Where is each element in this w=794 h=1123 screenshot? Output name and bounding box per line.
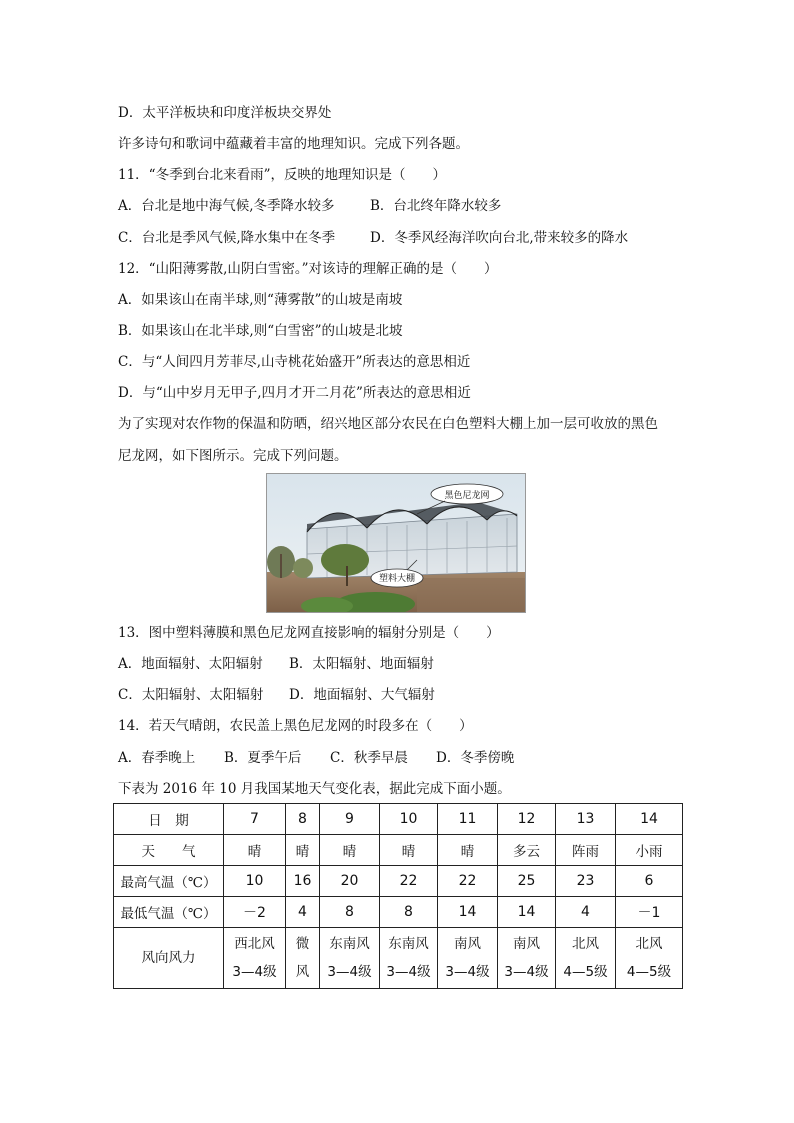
cell-low-temp: 4 bbox=[286, 897, 320, 928]
wind-force: 4—5级 bbox=[626, 964, 672, 980]
table-row-high-temp bbox=[114, 866, 683, 897]
cell-date: 13 bbox=[556, 804, 616, 835]
label-plastic-shed: 塑料大棚 bbox=[378, 574, 416, 584]
q13-options-ab bbox=[118, 654, 434, 674]
cell-low-temp: 8 bbox=[380, 897, 438, 928]
question-11: 11．“冬季到台北来看雨”，反映的地理知识是（ ） bbox=[118, 167, 446, 183]
cell-high-temp: 16 bbox=[286, 866, 320, 897]
cell-high-temp: 25 bbox=[498, 866, 556, 897]
cell-date: 9 bbox=[320, 804, 380, 835]
wind-direction: 东南风 bbox=[388, 936, 429, 952]
wind-force: 3—4级 bbox=[327, 964, 372, 980]
cell-low-temp: 4 bbox=[556, 897, 616, 928]
cell-date: 10 bbox=[380, 804, 438, 835]
question-13: 13．图中塑料薄膜和黑色尼龙网直接影响的辐射分别是（ ） bbox=[118, 625, 500, 641]
wind-force: 风 bbox=[295, 964, 310, 980]
cell-date: 11 bbox=[438, 804, 498, 835]
q11-option-d: D．冬季风经海洋吹向台北,带来较多的降水 bbox=[370, 230, 629, 246]
table-row-low-temp bbox=[114, 897, 683, 928]
greenhouse-photo bbox=[266, 473, 526, 613]
cell-wind bbox=[498, 928, 556, 989]
cell-wind bbox=[556, 928, 616, 989]
cell-wind bbox=[380, 928, 438, 989]
q11-options-cd bbox=[118, 228, 628, 248]
wind-direction: 微 bbox=[295, 936, 310, 952]
q13-option-d: D．地面辐射、大气辐射 bbox=[289, 687, 435, 703]
cell-weather: 晴 bbox=[286, 835, 320, 866]
cell-low-temp: 14 bbox=[498, 897, 556, 928]
wind-force: 3—4级 bbox=[504, 964, 549, 980]
cell-low-temp: －2 bbox=[224, 897, 286, 928]
cell-high-temp: 22 bbox=[438, 866, 498, 897]
wind-direction: 北风 bbox=[572, 936, 599, 952]
intro-weather-table: 下表为 2016 年 10 月我国某地天气变化表，据此完成下面小题。 bbox=[118, 781, 511, 797]
intro-greenhouse-2: 尼龙网，如下图所示。完成下列问题。 bbox=[118, 448, 348, 464]
q11-option-c: C．台北是季风气候,降水集中在冬季 bbox=[118, 230, 336, 246]
row-label-weather: 天 气 bbox=[114, 835, 224, 866]
q12-option-a: A．如果该山在南半球,则“薄雾散”的山坡是南坡 bbox=[118, 292, 403, 308]
cell-wind bbox=[616, 928, 683, 989]
row-label-high-temp: 最高气温（℃） bbox=[114, 866, 224, 897]
cell-wind bbox=[286, 928, 320, 989]
cell-date: 12 bbox=[498, 804, 556, 835]
cell-high-temp: 6 bbox=[616, 866, 683, 897]
cell-weather: 晴 bbox=[380, 835, 438, 866]
cell-high-temp: 23 bbox=[556, 866, 616, 897]
wind-direction: 北风 bbox=[635, 936, 663, 952]
wind-force: 3—4级 bbox=[232, 964, 277, 980]
cell-date: 8 bbox=[286, 804, 320, 835]
cell-weather: 晴 bbox=[224, 835, 286, 866]
table-row-wind bbox=[114, 928, 683, 989]
label-black-net: 黑色尼龙网 bbox=[444, 491, 490, 501]
cell-low-temp: 8 bbox=[320, 897, 380, 928]
cell-high-temp: 10 bbox=[224, 866, 286, 897]
q12-option-c: C．与“人间四月芳菲尽,山寺桃花始盛开”所表达的意思相近 bbox=[118, 354, 471, 370]
q14-option-d: D．冬季傍晚 bbox=[436, 750, 515, 766]
q12-option-b: B．如果该山在北半球,则“白雪密”的山坡是北坡 bbox=[118, 323, 403, 339]
cell-weather: 小雨 bbox=[616, 835, 683, 866]
cell-date: 7 bbox=[224, 804, 286, 835]
cell-high-temp: 20 bbox=[320, 866, 380, 897]
wind-direction: 西北风 bbox=[234, 936, 275, 952]
cell-weather: 多云 bbox=[498, 835, 556, 866]
q11-option-a: A．台北是地中海气候,冬季降水较多 bbox=[118, 198, 335, 214]
cell-high-temp: 22 bbox=[380, 866, 438, 897]
cell-weather: 晴 bbox=[438, 835, 498, 866]
wind-direction: 南风 bbox=[454, 936, 481, 952]
q11-options-ab bbox=[118, 196, 501, 216]
cell-wind bbox=[438, 928, 498, 989]
wind-direction: 东南风 bbox=[329, 936, 370, 952]
wind-force: 4—5级 bbox=[563, 964, 608, 980]
wind-direction: 南风 bbox=[513, 936, 540, 952]
wind-force: 3—4级 bbox=[386, 964, 431, 980]
row-label-wind: 风向风力 bbox=[114, 928, 224, 989]
table-row-weather bbox=[114, 835, 683, 866]
cell-low-temp: －1 bbox=[616, 897, 683, 928]
cell-weather: 晴 bbox=[320, 835, 380, 866]
table-row-date bbox=[114, 804, 683, 835]
intro-poems: 许多诗句和歌词中蕴藏着丰富的地理知识。完成下列各题。 bbox=[118, 136, 469, 152]
q14-option-b: B．夏季午后 bbox=[224, 750, 302, 766]
q13-option-b: B．太阳辐射、地面辐射 bbox=[289, 656, 434, 672]
q12-option-d: D．与“山中岁月无甲子,四月才开二月花”所表达的意思相近 bbox=[118, 385, 471, 401]
weather-table bbox=[113, 803, 683, 989]
q14-option-a: A．春季晚上 bbox=[118, 750, 196, 766]
cell-date: 14 bbox=[616, 804, 683, 835]
q14-option-c: C．秋季早晨 bbox=[330, 750, 408, 766]
cell-weather: 阵雨 bbox=[556, 835, 616, 866]
q13-options-cd bbox=[118, 685, 435, 705]
row-label-date: 日 期 bbox=[114, 804, 224, 835]
q13-option-a: A．地面辐射、太阳辐射 bbox=[118, 656, 263, 672]
row-label-low-temp: 最低气温（℃） bbox=[114, 897, 224, 928]
cell-wind bbox=[224, 928, 286, 989]
q13-option-c: C．太阳辐射、太阳辐射 bbox=[118, 687, 264, 703]
intro-greenhouse-1: 为了实现对农作物的保温和防晒，绍兴地区部分农民在白色塑料大棚上加一层可收放的黑色 bbox=[118, 416, 658, 432]
q14-options bbox=[118, 748, 514, 768]
line-d-option: D．太平洋板块和印度洋板块交界处 bbox=[118, 105, 332, 121]
cell-low-temp: 14 bbox=[438, 897, 498, 928]
q11-option-b: B．台北终年降水较多 bbox=[370, 198, 502, 214]
question-12: 12．“山阳薄雾散,山阴白雪密。”对该诗的理解正确的是（ ） bbox=[118, 261, 498, 277]
question-14: 14．若天气晴朗，农民盖上黑色尼龙网的时段多在（ ） bbox=[118, 718, 473, 734]
wind-force: 3—4级 bbox=[445, 964, 490, 980]
cell-wind bbox=[320, 928, 380, 989]
